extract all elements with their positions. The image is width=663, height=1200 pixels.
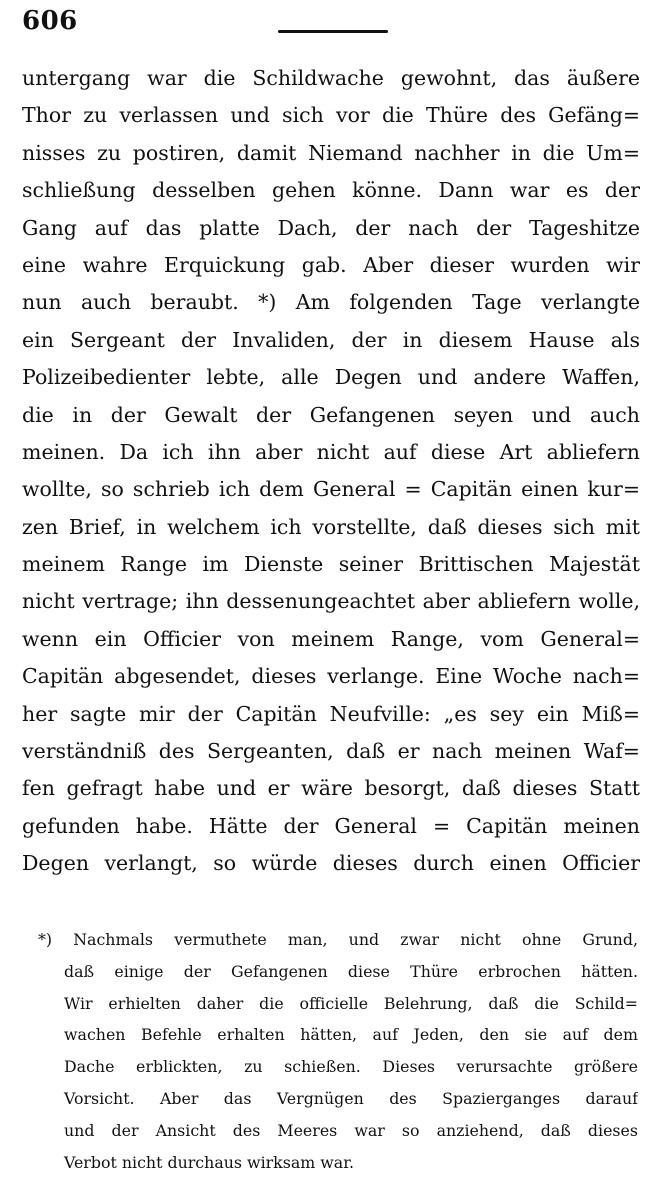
footnote-line: wachen Befehle erhalten hätten, auf Jeden, den sie auf dem (64, 1025, 638, 1045)
text-line: Gang auf das platte Dach, der nach der Tageshitze (22, 215, 640, 240)
footnote-line: *) Nachmals vermuthete man, und zwar nicht ohne Grund, (38, 930, 638, 949)
text-line: Polizeibedienter lebte, alle Degen und andere Waffen, (22, 365, 640, 390)
text-line: Thor zu verlassen und sich vor die Thüre des Gefäng= (22, 103, 640, 128)
text-line: nun auch beraubt. *) Am folgenden Tage verlangte (22, 290, 640, 315)
text-line: her sagte mir der Capitän Neufville: „es sey ein Miß= (22, 701, 640, 726)
text-line: meinem Range im Dienste seiner Brittischen Majestät (22, 552, 640, 577)
header-rule (278, 30, 388, 33)
footnote-block (38, 924, 638, 1178)
text-line: die in der Gewalt der Gefangenen seyen und auch (22, 402, 640, 427)
text-line: zen Brief, in welchem ich vorstellte, daß dieses sich mit (22, 514, 640, 539)
text-line: meinen. Da ich ihn aber nicht auf diese Art abliefern (22, 439, 640, 464)
main-text-block (22, 60, 640, 883)
footnote-line: Vorsicht. Aber das Vergnügen des Spazierganges darauf (64, 1088, 638, 1108)
text-line: untergang war die Schildwache gewohnt, das äußere (22, 66, 640, 90)
text-line: eine wahre Erquickung gab. Aber dieser wurden wir (22, 252, 640, 277)
footnote-line: daß einige der Gefangenen diese Thüre erbrochen hätten. (64, 961, 638, 981)
text-line: ein Sergeant der Invaliden, der in diesem Hause als (22, 327, 640, 352)
text-line: nisses zu postiren, damit Niemand nachher in die Um= (22, 140, 640, 165)
footnote-line: Verbot nicht durchaus wirksam war. (64, 1152, 355, 1172)
text-line: fen gefragt habe und er wäre besorgt, daß dieses Statt (22, 776, 640, 801)
text-line: schließung desselben gehen könne. Dann war es der (22, 178, 640, 203)
text-line: wollte, so schrieb ich dem General = Capitän einen kur= (22, 477, 640, 502)
text-line: Capitän abgesendet, dieses verlange. Eine Woche nach= (22, 664, 640, 689)
text-line: gefunden habe. Hätte der General = Capitän meinen (22, 813, 640, 838)
footnote-line: Wir erhielten daher die officielle Belehrung, daß die Schild= (64, 993, 638, 1013)
text-line: wenn ein Officier von meinem Range, vom General= (22, 626, 640, 651)
page-number: 606 (22, 6, 78, 36)
text-line: Degen verlangt, so würde dieses durch einen Officier (22, 851, 640, 876)
footnote-line: und der Ansicht des Meeres war so anziehend, daß dieses (64, 1120, 638, 1140)
text-line: nicht vertrage; ihn dessenungeachtet aber abliefern wolle, (22, 589, 640, 614)
text-line: verständniß des Sergeanten, daß er nach meinen Waf= (22, 739, 640, 764)
footnote-line: Dache erblickten, zu schießen. Dieses verursachte größere (64, 1057, 638, 1077)
